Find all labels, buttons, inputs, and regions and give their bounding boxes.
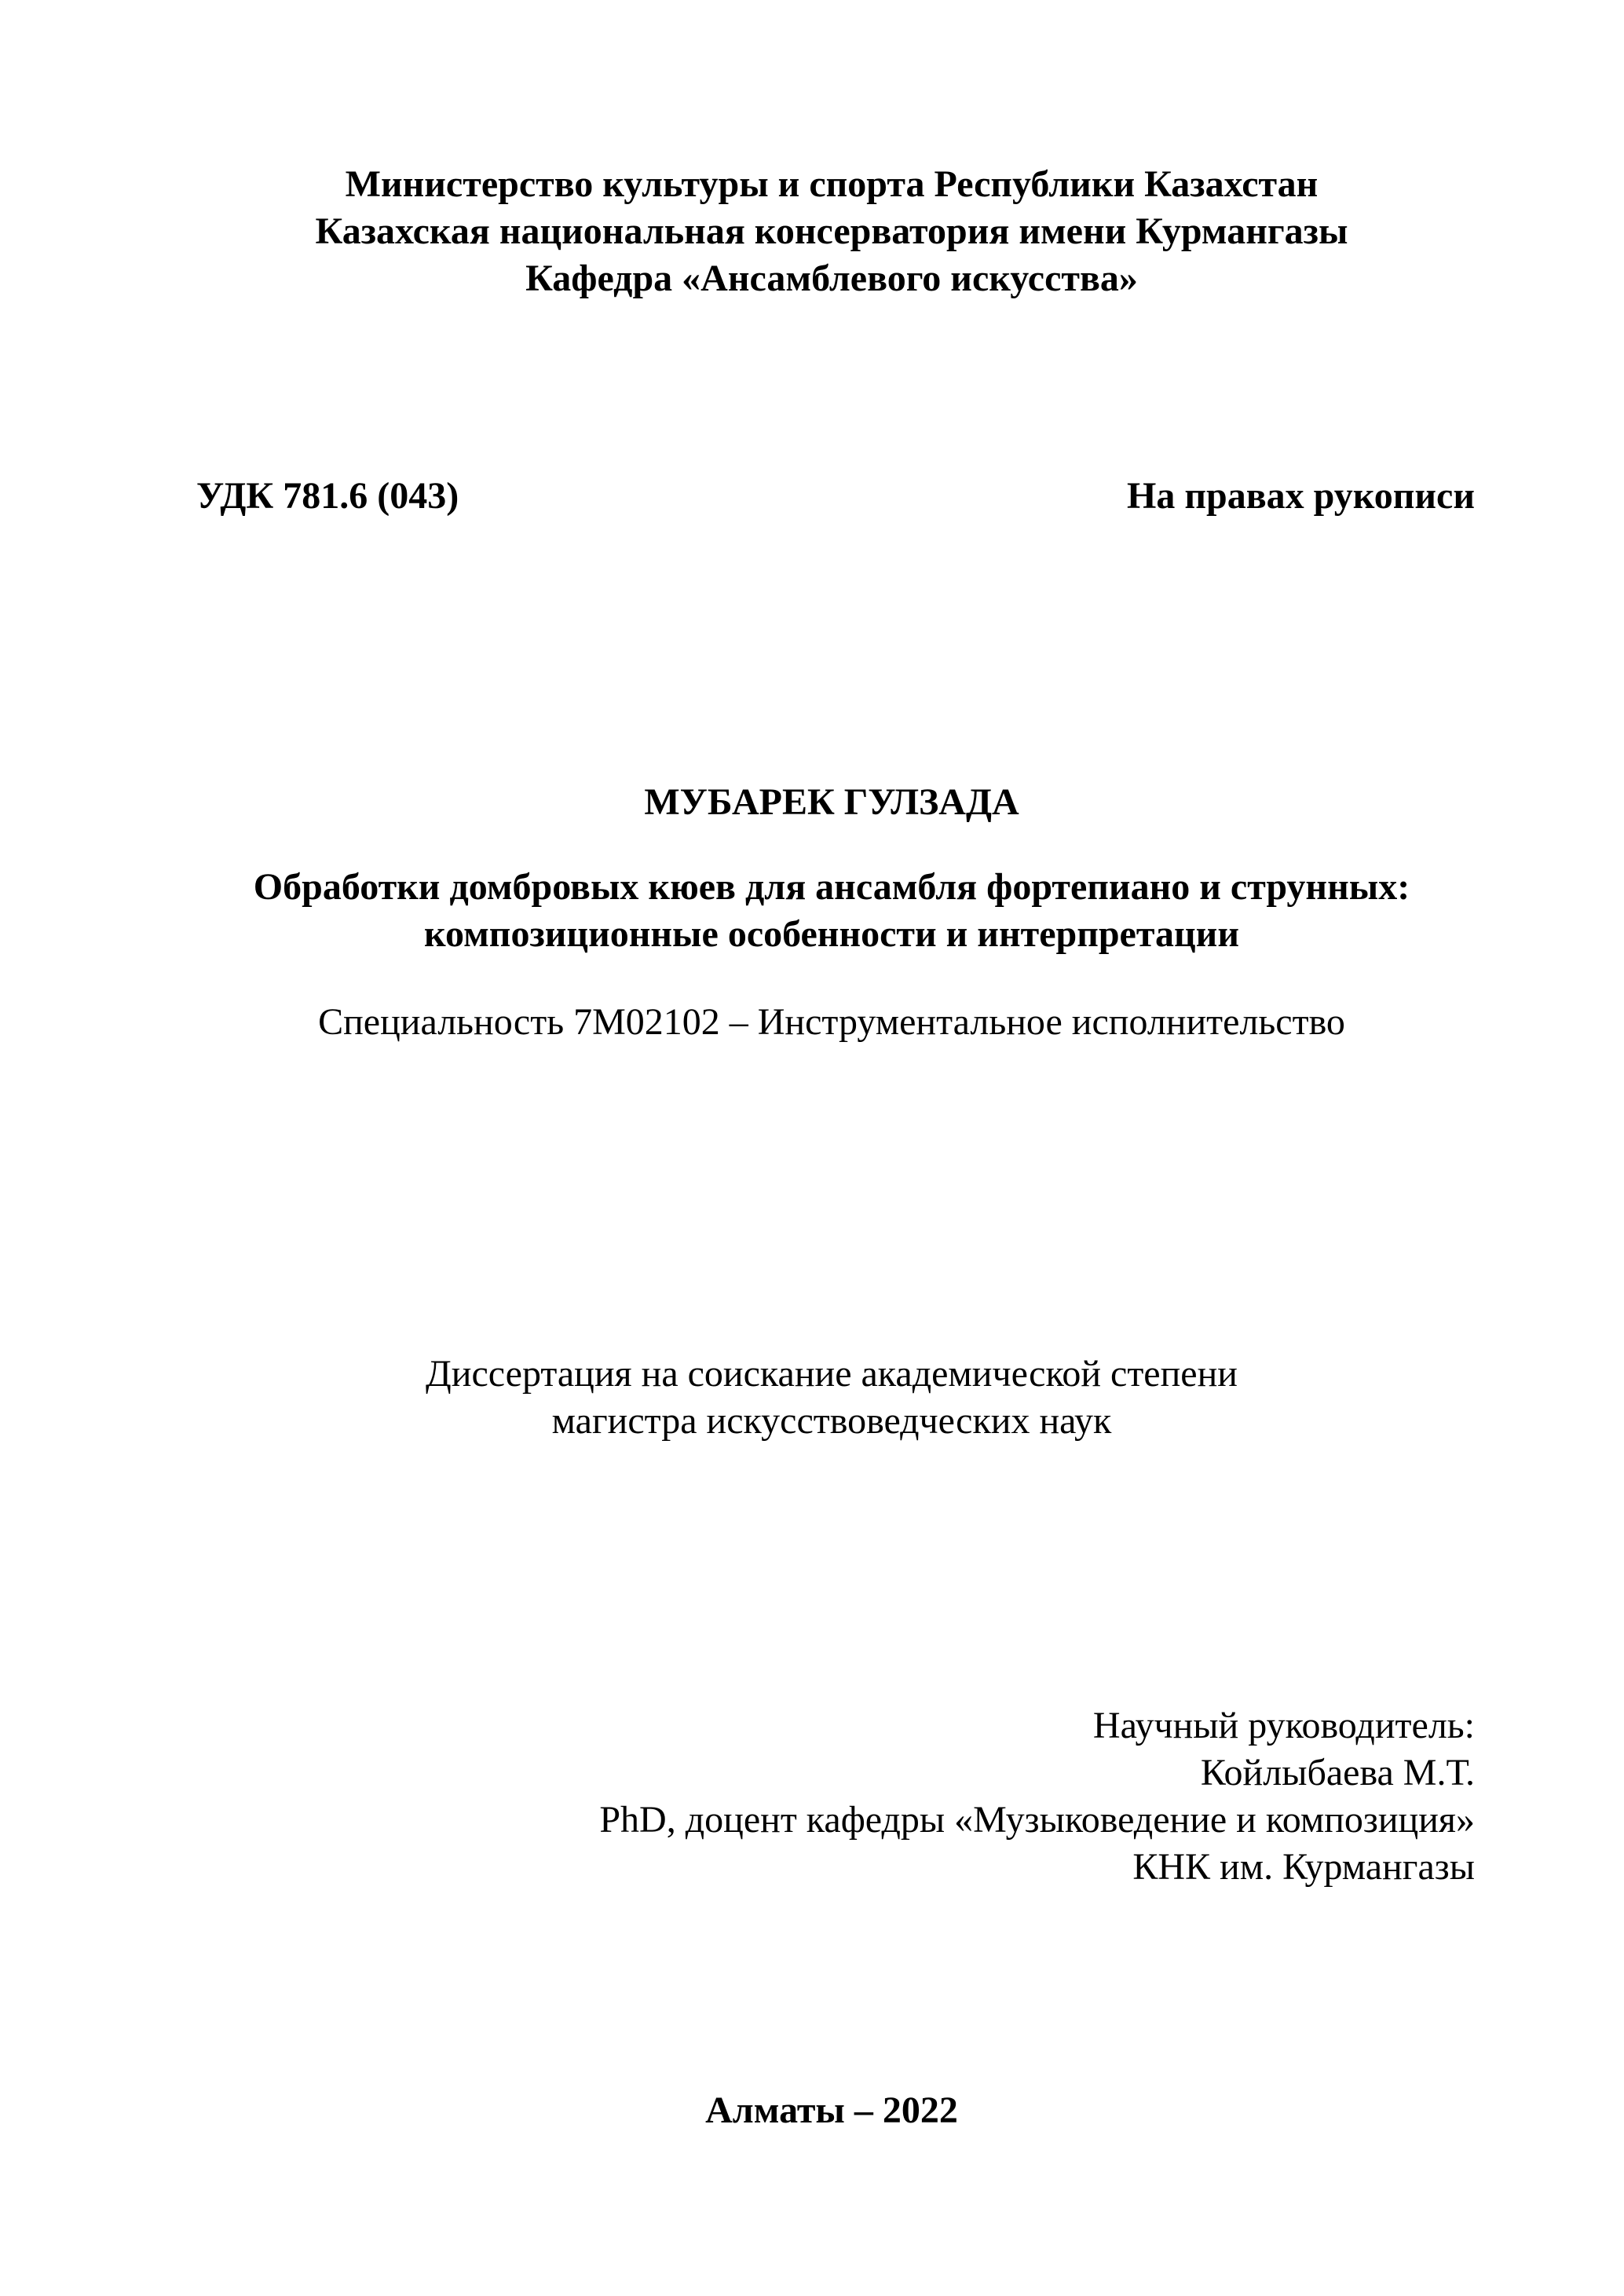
title-line-2: композиционные особенности и интерпретации	[424, 913, 1239, 955]
supervisor-name: Койлыбаева М.Т.	[1200, 1752, 1475, 1793]
conservatory-line: Казахская национальная консерватория имени Курмангазы	[315, 210, 1348, 252]
ministry-header	[196, 161, 1467, 302]
supervisor-institution: КНК им. Курмангазы	[1132, 1846, 1475, 1888]
supervisor-block	[196, 1702, 1475, 1891]
title-line-1: Обработки домбровых кюев для ансамбля фортепиано и струнных:	[253, 866, 1410, 908]
city-year: Алматы – 2022	[705, 2089, 958, 2131]
degree-line-2: магистра искусствоведческих наук	[551, 1400, 1112, 1442]
degree-statement	[196, 1351, 1467, 1445]
supervisor-degree: PhD, доцент кафедры «Музыковедение и композиция»	[599, 1799, 1475, 1841]
ministry-line: Министерство культуры и спорта Республики Казахстан	[345, 163, 1319, 205]
udk-manuscript-row	[196, 473, 1475, 520]
author-name: МУБАРЕК ГУЛЗАДА	[644, 781, 1019, 823]
speciality: Специальность 7М02102 – Инструментальное исполнительство	[318, 1001, 1345, 1043]
manuscript-rights-note: На правах рукописи	[1127, 475, 1475, 517]
department-line: Кафедра «Ансамблевого искусства»	[525, 258, 1138, 299]
udk-code: УДК 781.6 (043)	[196, 475, 459, 517]
degree-line-1: Диссертация на соискание академической степени	[426, 1353, 1238, 1395]
supervisor-label: Научный руководитель:	[1092, 1705, 1475, 1746]
dissertation-title	[196, 864, 1467, 958]
